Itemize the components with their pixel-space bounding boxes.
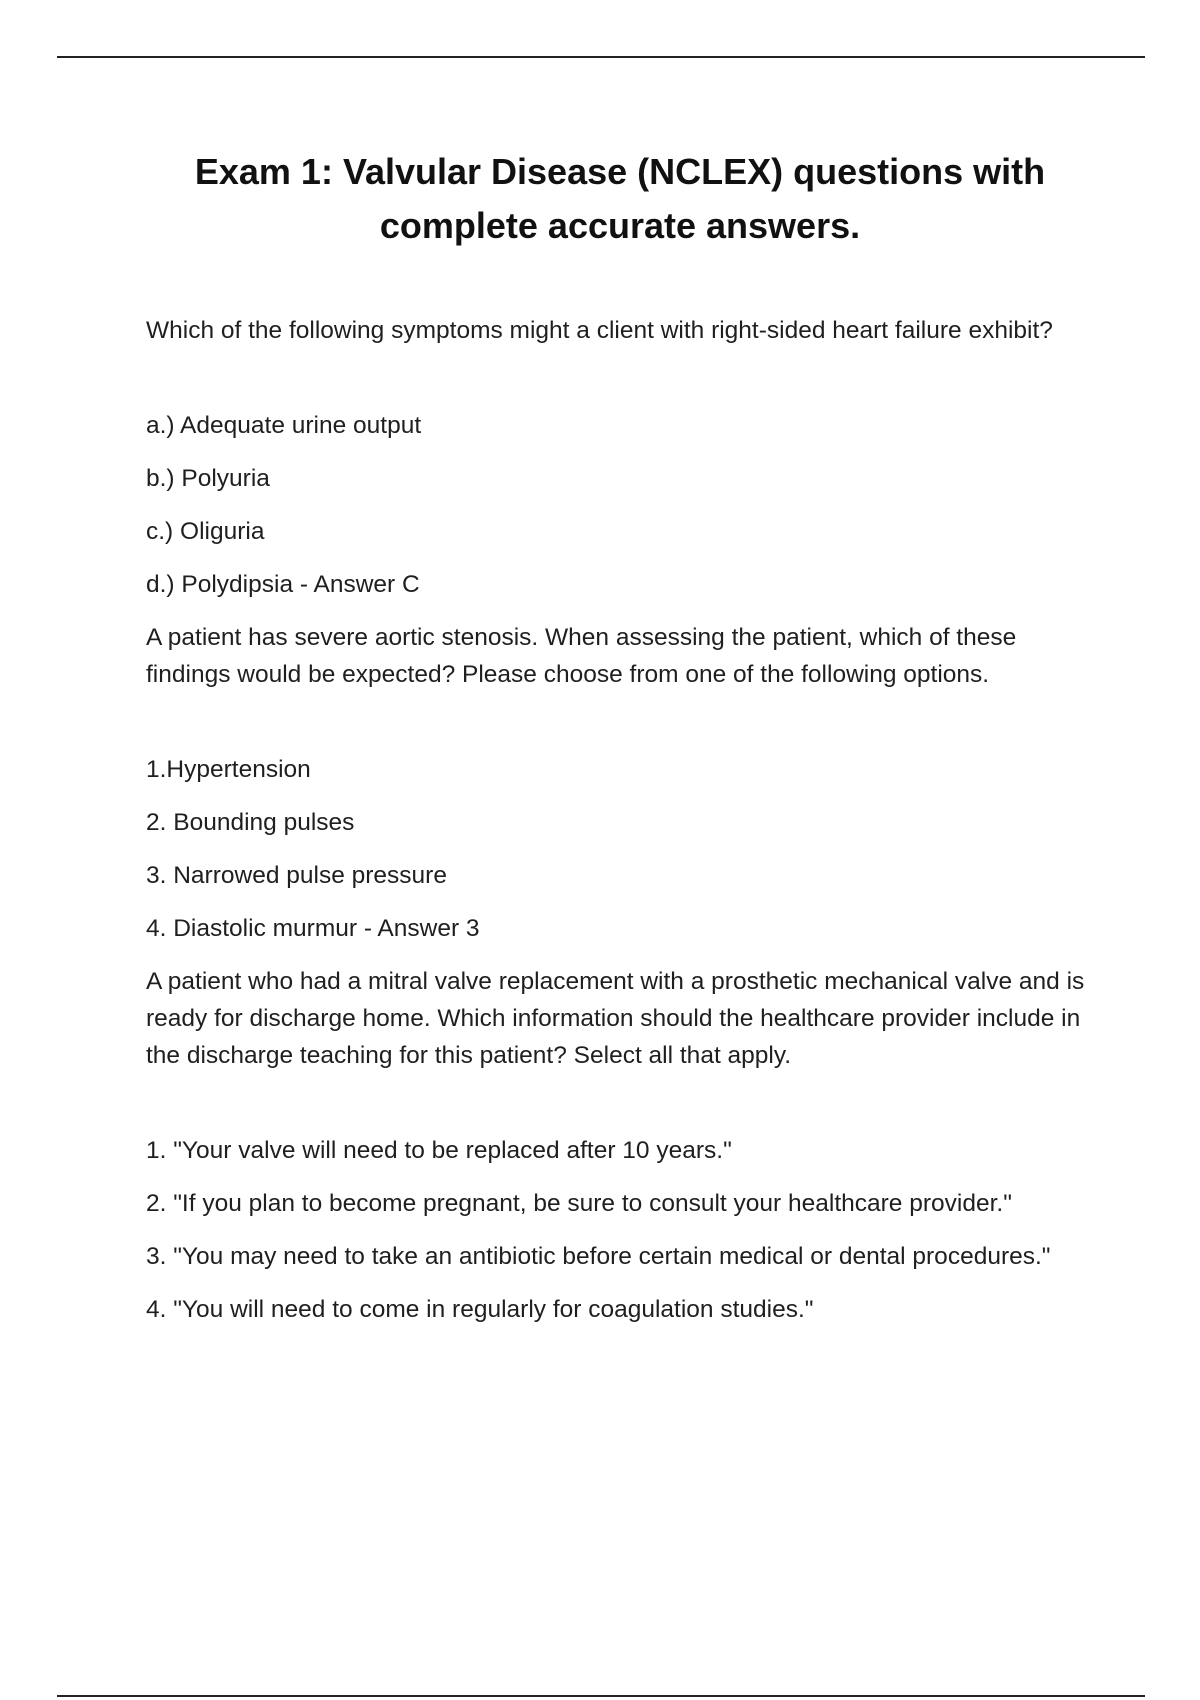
top-divider [57,56,1145,58]
question-2-text: A patient has severe aortic stenosis. When assessing the patient, which of these findings would be expected? Please choose from one of the following options. [146,624,1017,688]
bottom-divider [57,1695,1145,1697]
question-3-option-4: 4. "You will need to come in regularly for coagulation studies." [146,1296,814,1323]
question-1-option-b: b.) Polyuria [146,465,270,492]
question-3-option-2: 2. "If you plan to become pregnant, be sure to consult your healthcare provider." [146,1190,1012,1217]
question-2-option-2: 2. Bounding pulses [146,809,355,836]
question-3-option-3: 3. "You may need to take an antibiotic before certain medical or dental procedures." [146,1243,1051,1270]
question-list [146,312,1086,1344]
question-1-option-d: d.) Polydipsia - Answer C [146,571,420,598]
question-1-option-a: a.) Adequate urine output [146,412,422,439]
question-1-text: Which of the following symptoms might a client with right-sided heart failure exhibit? [146,317,1053,344]
question-2-option-3: 3. Narrowed pulse pressure [146,862,447,889]
question-2-option-4: 4. Diastolic murmur - Answer 3 [146,915,480,942]
question-2-option-1: 1.Hypertension [146,756,311,783]
question-3-option-1: 1. "Your valve will need to be replaced after 10 years." [146,1137,732,1164]
page-title: Exam 1: Valvular Disease (NCLEX) questions with complete accurate answers. [194,151,1046,246]
question-1-option-c: c.) Oliguria [146,518,265,545]
question-3-text: A patient who had a mitral valve replacement with a prosthetic mechanical valve and is ready for discharge home. Which information should the healthcare provider include in the discharge teaching for this patient? Select all that apply. [146,968,1085,1069]
